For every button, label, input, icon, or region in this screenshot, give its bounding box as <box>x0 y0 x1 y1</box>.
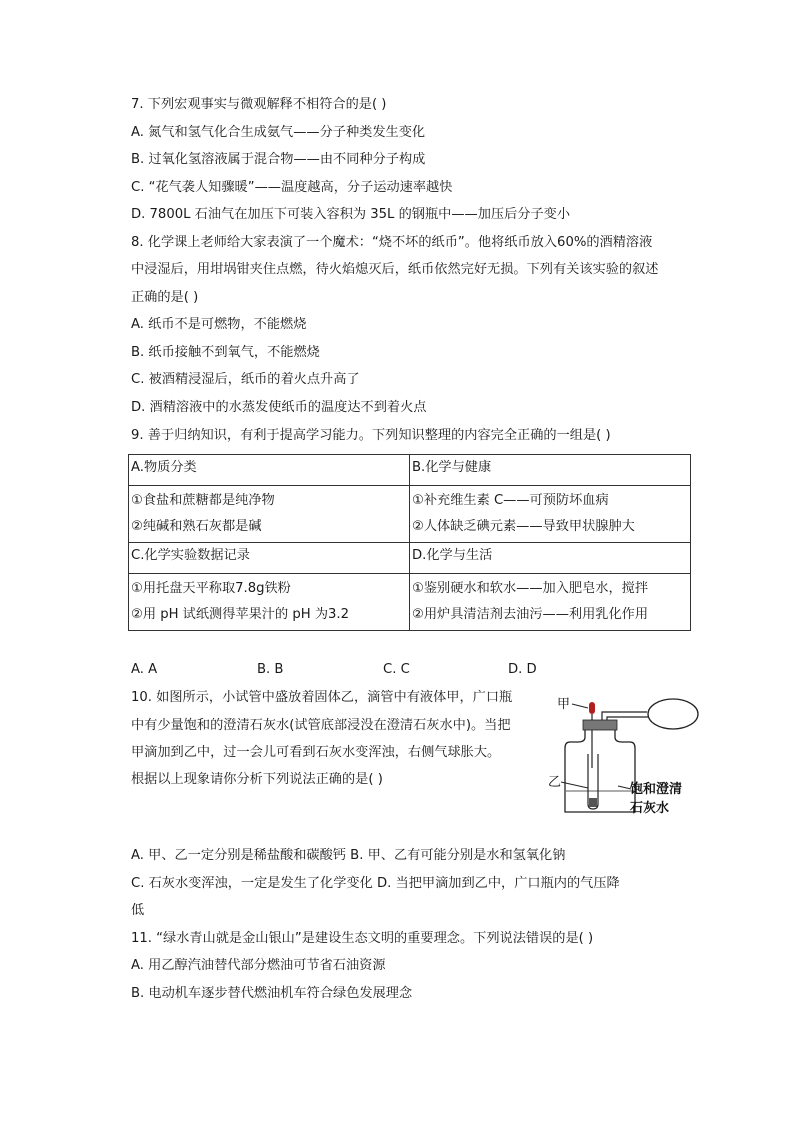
q9-cell-b-head: B.化学与健康 <box>410 455 691 486</box>
q8-option-b: B. 纸币接触不到氧气，不能燃烧 <box>131 345 320 360</box>
q9-option-b: B. B <box>257 662 284 677</box>
label-yi: 乙 <box>548 774 562 789</box>
q10-stem-line-1: 10. 如图所示，小试管中盛放着固体乙，滴管中有液体甲，广口瓶 <box>131 690 513 705</box>
q9-option-d: D. D <box>508 662 537 677</box>
q9-cell-b-body <box>410 486 691 543</box>
q9-option-c: C. C <box>383 662 410 677</box>
q8-option-c: C. 被酒精浸湿后，纸币的着火点升高了 <box>131 372 360 387</box>
q11-stem: 11. “绿水青山就是金山银山”是建设生态文明的重要理念。下列说法错误的是( ) <box>131 931 594 946</box>
label-limewater-2: 石灰水 <box>630 800 670 815</box>
q10-apparatus-figure <box>540 690 700 820</box>
q7-option-d: D. 7800L 石油气在加压下可装入容积为 35L 的钢瓶中——加压后分子变小 <box>131 207 571 222</box>
q7-option-a: A. 氮气和氢气化合生成氨气——分子种类发生变化 <box>131 125 426 140</box>
q8-stem-line-1: 8. 化学课上老师给大家表演了一个魔术：“烧不坏的纸币”。他将纸币放入60%的酒精溶液 <box>131 235 653 250</box>
q9-option-a: A. A <box>131 662 158 677</box>
q9-knowledge-table <box>128 454 691 631</box>
q9-a-line-1: ①食盐和蔗糖都是纯净物 <box>131 493 275 508</box>
q9-d-line-1: ①鉴别硬水和软水——加入肥皂水，搅拌 <box>412 581 649 596</box>
q9-cell-c-head: C.化学实验数据记录 <box>129 543 410 574</box>
q8-option-a: A. 纸币不是可燃物，不能燃烧 <box>131 317 307 332</box>
q11-option-b: B. 电动机车逐步替代燃油机车符合绿色发展理念 <box>131 986 413 1001</box>
q7-stem: 7. 下列宏观事实与微观解释不相符合的是( ) <box>131 97 387 112</box>
q9-cell-a-body <box>129 486 410 543</box>
stopper <box>583 720 617 730</box>
q10-option-line-3: 低 <box>131 903 145 918</box>
wide-mouth-bottle <box>565 730 635 812</box>
q7-option-b: B. 过氧化氢溶液属于混合物——由不同种分子构成 <box>131 152 426 167</box>
q9-c-line-1: ①用托盘天平称取7.8g铁粉 <box>131 581 291 596</box>
q9-d-line-2: ②用炉具清洁剂去油污——利用乳化作用 <box>412 607 649 622</box>
solid-yi <box>589 798 597 807</box>
q11-option-a: A. 用乙醇汽油替代部分燃油可节省石油资源 <box>131 958 386 973</box>
q8-stem-line-2: 中浸湿后，用坩埚钳夹住点燃，待火焰熄灭后，纸币依然完好无损。下列有关该实验的叙述 <box>131 262 659 277</box>
q9-stem: 9. 善于归纳知识，有利于提高学习能力。下列知识整理的内容完全正确的一组是( ) <box>131 428 611 443</box>
q9-b-line-2: ②人体缺乏碘元素——导致甲状腺肿大 <box>412 519 635 534</box>
q10-stem-line-3: 甲滴加到乙中，过一会儿可看到石灰水变浑浊，右侧气球胀大。 <box>131 745 501 760</box>
q9-cell-a-head: A.物质分类 <box>129 455 410 486</box>
q10-stem-line-2: 中有少量饱和的澄清石灰水(试管底部浸没在澄清石灰水中)。当把 <box>131 718 511 733</box>
q10-option-line-1: A. 甲、乙一定分别是稀盐酸和碳酸钙 B. 甲、乙有可能分别是水和氢氧化钠 <box>131 848 566 863</box>
q8-stem-line-3: 正确的是( ) <box>131 290 199 305</box>
balloon-shape <box>648 699 698 729</box>
q10-stem-line-4: 根据以上现象请你分析下列说法正确的是( ) <box>131 772 383 787</box>
q9-a-line-2: ②纯碱和熟石灰都是碱 <box>131 519 262 534</box>
q10-option-line-2: C. 石灰水变浑浊，一定是发生了化学变化 D. 当把甲滴加到乙中，广口瓶内的气压降 <box>131 876 620 891</box>
q9-c-line-2: ②用 pH 试纸测得苹果汁的 pH 为3.2 <box>131 607 350 622</box>
label-jia: 甲 <box>557 696 571 711</box>
q9-cell-c-body <box>129 574 410 631</box>
q9-cell-d-head: D.化学与生活 <box>410 543 691 574</box>
q9-cell-d-body <box>410 574 691 631</box>
q7-option-c: C. “花气袭人知骤暖”——温度越高，分子运动速率越快 <box>131 180 453 195</box>
label-limewater-1: 饱和澄清 <box>630 781 683 796</box>
dropper-bulb <box>589 702 595 714</box>
q9-b-line-1: ①补充维生素 C——可预防坏血病 <box>412 493 609 508</box>
q8-option-d: D. 酒精溶液中的水蒸发使纸币的温度达不到着火点 <box>131 400 427 415</box>
